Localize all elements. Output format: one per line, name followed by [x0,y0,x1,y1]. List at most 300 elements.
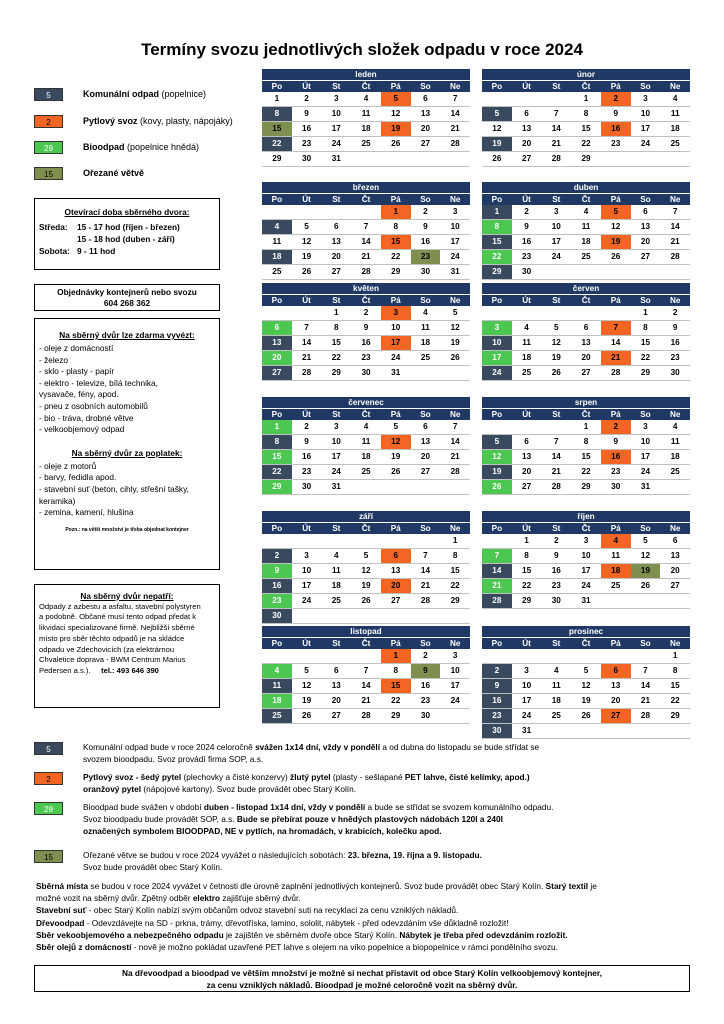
day-cell: 10 [551,222,561,231]
day-cell: 20 [331,696,341,705]
day-cell [601,152,631,166]
weekday-header [262,637,470,649]
week-row [262,265,470,280]
day-cell: 4 [672,94,678,103]
weekday-label: Pá [390,410,401,419]
day-cell: 5 [482,107,512,121]
day-cell: 23 [611,139,621,148]
day-cell: 21 [450,452,460,461]
day-cell: 30 [302,154,312,163]
week-row [262,534,470,549]
day-cell: 27 [670,581,680,590]
explanation-swatch: 29 [34,802,63,815]
day-cell [351,534,381,548]
week-row [262,366,470,381]
legend-name: Bioodpad [83,142,125,152]
weekday-label: So [640,639,651,648]
day-cell: 7 [672,207,678,216]
day-cell: 27 [391,596,401,605]
day-cell: 28 [420,596,430,605]
day-cell: 17 [450,237,460,246]
weekday-label: St [552,296,561,305]
day-cell: 30 [670,368,680,377]
day-cell: 29 [581,482,591,491]
weekday-label: Ne [669,82,681,91]
day-cell: 26 [482,480,512,494]
day-cell: 13 [420,437,430,446]
week-row [482,694,690,709]
not-allowed-line: likvidaci specializované firmě. Nejbližší sběrné [39,623,195,633]
day-cell: 24 [450,252,460,261]
legend-swatch: 2 [34,115,63,128]
day-cell [541,92,571,106]
day-cell: 21 [361,252,371,261]
weekday-label: So [420,410,431,419]
day-cell: 7 [304,323,309,332]
paid-item: - barvy, ředidla apod. [39,472,117,483]
day-cell: 18 [331,581,341,590]
day-cell: 2 [304,422,309,431]
day-cell: 12 [302,681,312,690]
day-cell: 22 [331,353,341,362]
not-allowed-tel: tel.: 493 646 390 [101,665,159,675]
weekday-label: St [332,296,341,305]
day-cell: 15 [262,122,292,136]
weekday-label: Pá [610,82,621,91]
day-cell [262,205,292,219]
day-cell: 23 [411,250,441,264]
day-cell: 17 [450,681,460,690]
weekday-label: Út [302,410,311,419]
free-item: - bio - tráva, drobné větve [39,412,134,423]
month-name: duben [482,182,690,193]
day-cell: 20 [262,351,292,365]
note-line: Sběr vekoobjemového a nebezpečného odpadu je zajištěn ve sběrném dvoře obce Starý Kolín. Nábytek je třeba před odevzdáním rozložit. [36,929,568,940]
month-name: červenec [262,397,470,408]
day-cell [411,609,441,623]
day-cell: 5 [304,222,309,231]
day-cell: 14 [551,124,561,133]
day-cell: 11 [331,566,341,575]
day-cell: 16 [601,122,631,136]
explanation-line: označených symbolem BIOODPAD, NE v pytlích, na hromadách, v krabicích, kolečku apod. [83,826,442,836]
day-cell [482,306,512,320]
week-row [262,709,470,724]
day-cell: 12 [450,323,460,332]
month-name: leden [262,69,470,80]
day-cell: 16 [361,338,371,347]
day-cell: 3 [304,551,309,560]
legend-row [34,114,233,128]
day-cell [262,649,292,663]
day-cell: 17 [522,696,532,705]
month-name: květen [262,283,470,294]
day-cell: 15 [522,566,532,575]
week-row [482,265,690,280]
weekday-label: Po [271,195,283,204]
weekday-header [482,637,690,649]
free-heading: Na sběrný dvůr lze zdarma vyvézt: [59,330,195,340]
day-cell: 31 [640,482,650,491]
day-cell: 18 [601,564,631,578]
week-row [482,336,690,351]
day-cell [440,480,470,494]
day-cell: 9 [411,664,441,678]
day-cell [541,306,571,320]
day-cell: 31 [581,596,591,605]
free-item: - oleje z domácností [39,343,114,353]
opening-hours-title: Otevírací doba sběrného dvora: [64,207,190,217]
week-row [482,709,690,724]
month-name: březen [262,182,470,193]
week-row [262,579,470,594]
day-cell: 13 [670,551,680,560]
month-prosinec [482,626,690,739]
day-cell: 23 [670,353,680,362]
day-cell: 3 [583,536,589,545]
day-cell: 28 [551,482,561,491]
weekday-label: Pá [610,524,621,533]
explanation-swatch: 15 [34,850,63,863]
day-cell: 16 [601,450,631,464]
legend-name: Ořezané větvě [83,168,145,178]
week-row [482,465,690,480]
day-cell: 14 [450,109,460,118]
day-cell: 6 [583,323,589,332]
day-cell [351,152,381,166]
day-cell: 17 [381,336,411,350]
legend-swatch: 15 [34,167,63,180]
day-cell: 1 [672,651,678,660]
day-cell: 5 [363,551,369,560]
day-cell: 12 [581,681,591,690]
day-cell: 7 [452,94,458,103]
legend-text [83,168,144,178]
day-cell: 8 [262,435,292,449]
day-cell: 26 [391,139,401,148]
day-cell: 4 [334,551,339,560]
day-cell: 5 [601,205,631,219]
week-row [262,679,470,694]
week-row [482,579,690,594]
day-cell [351,609,381,623]
legend-row [34,166,144,180]
day-cell [631,649,661,663]
day-cell: 28 [450,139,460,148]
week-row [262,336,470,351]
day-cell: 24 [331,139,341,148]
month-duben [482,182,690,280]
week-row [262,594,470,609]
day-cell: 12 [391,109,401,118]
day-cell: 14 [640,681,650,690]
weekday-label: St [552,195,561,204]
day-cell: 18 [361,124,371,133]
day-cell: 28 [361,267,371,276]
month-červen [482,283,690,381]
day-cell: 17 [331,124,341,133]
day-cell: 29 [522,596,532,605]
day-cell: 25 [522,368,532,377]
weekday-label: Po [271,639,283,648]
month-name: červen [482,283,690,294]
week-row [482,549,690,564]
day-cell [660,480,690,494]
day-cell [541,724,571,738]
day-cell: 10 [640,109,650,118]
day-cell: 21 [482,579,512,593]
day-cell: 1 [524,536,529,545]
footer-line-2: za cenu vzniklých nákladů. Bioodpad je možné celoročně vozit na sběrný dvůr. [206,980,518,990]
day-cell: 22 [522,581,532,590]
day-cell: 17 [640,124,650,133]
orders-label: Objednávky kontejnerů nebo svozu [57,287,197,297]
day-cell: 27 [420,139,430,148]
day-cell: 25 [262,709,292,723]
weekday-label: Ne [449,82,461,91]
week-row [482,220,690,235]
day-cell: 16 [302,124,312,133]
day-cell: 30 [361,368,371,377]
day-cell: 17 [331,452,341,461]
weekday-label: St [332,195,341,204]
day-cell: 16 [670,338,680,347]
day-cell: 9 [423,222,428,231]
day-cell: 10 [391,323,401,332]
week-row [482,366,690,381]
day-cell: 30 [611,482,621,491]
day-cell: 20 [611,696,621,705]
week-row [262,420,470,435]
weekday-label: Čt [581,296,591,305]
day-cell: 21 [670,237,680,246]
explanation-line: oranžový pytel (nápojové kartony). Svoz bude provádět obec Starý Kolín. [83,784,357,794]
day-cell: 31 [450,267,460,276]
week-row [262,609,470,624]
weekday-label: So [640,195,651,204]
free-item: - železo [39,354,69,365]
day-cell: 6 [423,422,428,431]
day-cell: 24 [640,467,650,476]
weekday-label: Pá [390,195,401,204]
footer-line-1: Na dřevoodpad a bioodpad ve větším množství je možné si nechat přistavit od obce Starý Kolín velkoobjemový kontejner, [122,968,602,978]
day-cell: 6 [524,109,529,118]
paid-heading: Na sběrný dvůr za poplatek: [71,447,183,458]
legend-name: Pytlový svoz [83,116,138,126]
day-cell [601,306,631,320]
day-cell: 14 [450,437,460,446]
day-cell [512,92,542,106]
week-row [262,664,470,679]
day-cell: 30 [551,596,561,605]
day-cell: 20 [420,452,430,461]
day-cell [601,724,631,738]
day-cell: 25 [551,711,561,720]
day-cell: 18 [262,694,292,708]
day-cell: 6 [672,536,678,545]
weekday-header [262,294,470,306]
day-cell: 24 [482,366,512,380]
day-cell [631,265,661,279]
weekday-label: So [420,82,431,91]
day-cell: 25 [670,139,680,148]
week-row [482,420,690,435]
day-cell [321,609,351,623]
week-row [482,594,690,609]
day-cell: 29 [482,265,512,279]
note-line: možné vozit na sběrný dvůr. Zpětný odběr elektro zajišťuje sběrný dvůr. [36,893,301,904]
day-cell: 6 [334,222,339,231]
legend-name: Komunální odpad [83,89,159,99]
weekday-label: St [552,639,561,648]
day-cell [571,265,601,279]
week-row [262,205,470,220]
day-cell: 22 [482,250,512,264]
day-cell: 26 [640,581,650,590]
weekday-label: Ne [669,410,681,419]
week-row [482,435,690,450]
day-cell: 5 [452,308,458,317]
day-cell: 19 [361,581,371,590]
day-cell: 4 [601,534,631,548]
day-cell: 13 [522,124,532,133]
day-cell: 15 [581,452,591,461]
opening-hours: 9 - 11 hod [77,246,116,256]
day-cell: 6 [423,94,428,103]
day-cell: 7 [554,437,559,446]
day-cell: 12 [640,551,650,560]
orders-box [34,284,220,311]
opening-day: Sobota: [39,246,70,256]
weekday-header [262,193,470,205]
month-únor [482,69,690,167]
day-cell [411,366,441,380]
weekday-header [262,80,470,92]
weekday-label: Pá [610,296,621,305]
not-allowed-last: Pedersen a.s.). [39,665,91,675]
day-cell [292,534,322,548]
day-cell: 19 [381,122,411,136]
day-cell: 30 [420,267,430,276]
day-cell: 18 [670,452,680,461]
day-cell: 9 [613,109,619,118]
day-cell: 13 [522,452,532,461]
day-cell: 9 [482,679,512,693]
day-cell: 23 [482,709,512,723]
day-cell: 30 [262,609,292,623]
weekday-label: Čt [581,195,591,204]
weekday-label: Čt [581,410,591,419]
week-row [482,351,690,366]
opening-hours-box [34,198,220,270]
weekday-label: Čt [361,195,371,204]
day-cell [411,152,441,166]
month-srpen [482,397,690,495]
day-cell: 12 [482,450,512,464]
opening-day: Středa: [39,222,68,232]
day-cell: 12 [361,566,371,575]
day-cell: 9 [672,323,678,332]
day-cell: 22 [581,467,591,476]
weekday-label: Po [491,82,503,91]
day-cell: 5 [393,422,399,431]
day-cell: 2 [482,664,512,678]
day-cell: 2 [363,308,369,317]
day-cell: 16 [522,237,532,246]
day-cell: 25 [420,353,430,362]
day-cell: 9 [304,437,309,446]
day-cell: 23 [262,594,292,608]
weekday-label: Čt [581,82,591,91]
day-cell [601,594,631,608]
not-allowed-heading: Na sběrný dvůr nepatří: [80,591,174,601]
day-cell: 10 [302,566,312,575]
day-cell: 9 [613,437,619,446]
week-row [262,564,470,579]
day-cell: 14 [551,452,561,461]
day-cell: 8 [583,109,589,118]
day-cell: 22 [640,353,650,362]
day-cell [601,265,631,279]
day-cell: 27 [581,368,591,377]
day-cell [660,594,690,608]
day-cell [262,534,292,548]
day-cell: 3 [554,207,559,216]
day-cell [601,649,631,663]
legend-detail: (popelnice hnědá) [124,142,200,152]
day-cell: 28 [361,711,371,720]
week-row [482,92,690,107]
weekday-label: Ne [669,639,681,648]
day-cell: 11 [421,323,430,332]
day-cell: 27 [331,267,341,276]
day-cell [440,152,470,166]
explanation-line: Pytlový svoz - šedý pytel (plechovky a čisté konzervy) žlutý pytel (plasty - sešlapané PET lahve, čisté kelímky, apod.) [83,772,530,782]
day-cell: 4 [262,220,292,234]
day-cell: 25 [361,467,371,476]
day-cell: 4 [363,422,369,431]
week-row [262,107,470,122]
month-name: listopad [262,626,470,637]
day-cell: 15 [581,124,591,133]
day-cell: 8 [334,323,339,332]
day-cell [571,649,601,663]
week-row [262,306,470,321]
day-cell: 26 [302,267,312,276]
weekday-label: St [552,82,561,91]
day-cell: 25 [581,252,591,261]
day-cell: 30 [482,724,512,738]
day-cell: 3 [381,306,411,320]
day-cell: 3 [482,321,512,335]
day-cell: 3 [452,651,458,660]
day-cell: 28 [551,154,561,163]
opening-line [35,245,219,257]
day-cell [512,420,542,434]
week-row [262,480,470,495]
day-cell: 10 [331,437,341,446]
week-row [262,250,470,265]
weekday-label: Po [271,296,283,305]
day-cell [512,649,542,663]
weekday-label: Út [522,195,531,204]
day-cell: 8 [672,666,678,675]
week-row [482,250,690,265]
day-cell: 1 [381,649,411,663]
day-cell: 13 [262,336,292,350]
day-cell: 8 [262,107,292,121]
weekday-label: Ne [669,296,681,305]
